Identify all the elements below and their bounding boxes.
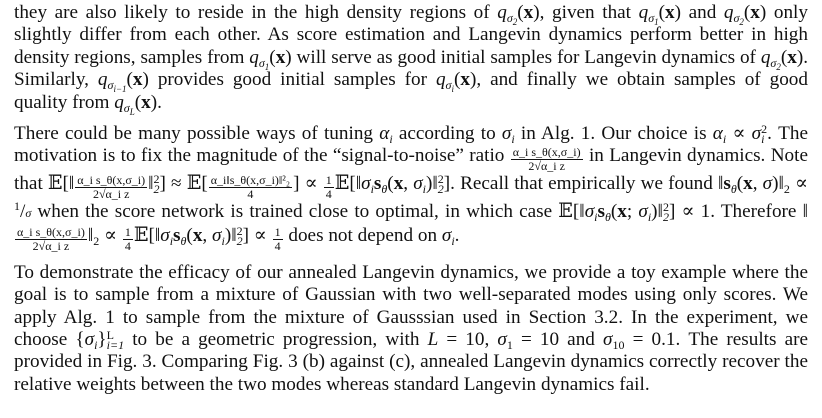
- text-run: (: [186, 224, 193, 246]
- fraction-numerator: α_i‖s_θ(x,σ_i)‖²₂: [210, 173, 291, 188]
- text-run: )‖: [224, 224, 237, 246]
- text-run: ) and: [674, 2, 724, 23]
- text-run: [‖: [148, 224, 161, 246]
- superscript: 2: [437, 172, 444, 187]
- text-run: in Alg. 1. Our choice is: [514, 123, 713, 145]
- subscript: i: [422, 182, 427, 197]
- text-run: (: [134, 91, 142, 113]
- subscript: σ: [648, 11, 655, 25]
- subscript: σ: [123, 100, 130, 115]
- bold-vector: x: [743, 173, 753, 195]
- text-run: [‖: [572, 201, 585, 223]
- text-run: to be a geometric progression, with: [124, 329, 428, 351]
- text-run: )‖: [426, 173, 438, 195]
- subscript: σ: [258, 55, 265, 70]
- bold-vector: x: [275, 46, 286, 68]
- bold-vector: x: [141, 91, 151, 113]
- subscript: i: [647, 210, 652, 225]
- math-symbol: q: [435, 69, 446, 91]
- bold-vector: x: [132, 69, 143, 91]
- subscript: 2: [437, 182, 444, 197]
- text-run: ] ∝ 1. Therefore ‖: [668, 201, 808, 223]
- text-run: There could be many possible ways of tuning: [14, 123, 380, 145]
- inline-fraction: [324, 174, 334, 201]
- subscript: 10: [612, 338, 625, 353]
- math-symbol: σ: [212, 224, 222, 246]
- fraction-numerator: α_i s_θ(x,σ_i): [17, 224, 85, 239]
- text-run: ∝: [789, 173, 809, 195]
- text-run: ,: [752, 173, 763, 195]
- subscript: i: [451, 233, 455, 248]
- text-run: ). Similarly,: [14, 46, 808, 91]
- sub-subscript: 1: [654, 17, 659, 27]
- text-run: To demonstrate the efficacy of our annealed Langevin dynamics, we provide a toy example where the goal is to sample from a mixture of Gaussian with two well-separated modes using only scores. We apply Alg. 1 to sample from the mixture of Gausssian used in Section 3.2. In the experiment, we choose {: [14, 261, 808, 351]
- math-symbol: q: [114, 91, 124, 113]
- text-run: ] ∝: [293, 173, 323, 195]
- math-symbol: σ: [603, 329, 613, 351]
- math-symbol: q: [249, 46, 259, 68]
- text-run: ]. Recall that empirically we found ‖: [443, 173, 724, 195]
- subscript: σ: [733, 11, 740, 25]
- text-run: (: [658, 2, 666, 23]
- subscript: 2: [236, 233, 243, 248]
- subscript: 2: [783, 182, 790, 197]
- text-run: [‖: [62, 173, 75, 195]
- text-run: ‖: [87, 224, 94, 246]
- sub-subscript: 2: [776, 61, 781, 72]
- subscript: i: [221, 233, 225, 248]
- math-symbol: σ: [501, 123, 512, 145]
- math-symbol: σ: [25, 206, 32, 221]
- sub-subscript: 1: [264, 61, 270, 72]
- superscript: 2: [761, 122, 768, 137]
- superscript: L: [106, 328, 114, 343]
- subscript: σ: [506, 11, 513, 25]
- sup-sub-pair: [106, 328, 125, 353]
- text-run: (: [269, 46, 276, 68]
- text-run: )‖: [772, 173, 784, 195]
- expectation-symbol: 𝔼: [47, 173, 63, 195]
- superscript: 1: [14, 199, 20, 214]
- sub-subscript: 2: [739, 17, 744, 27]
- bold-vector: x: [192, 224, 203, 246]
- fraction-denominator: 4: [325, 187, 332, 202]
- fraction-denominator: 2√α_i z: [528, 159, 565, 174]
- text-run: ) provides good initial samples for: [142, 69, 436, 91]
- subscript: 1: [506, 338, 513, 353]
- expectation-symbol: 𝔼: [133, 224, 149, 246]
- expectation-symbol: 𝔼: [334, 173, 350, 195]
- subscript: σ: [770, 55, 777, 70]
- math-symbol: σ: [751, 123, 762, 145]
- bold-vector: x: [460, 69, 470, 91]
- bold-vector: x: [787, 46, 797, 68]
- text-run: ] ∝: [242, 224, 272, 246]
- inline-fraction: [273, 226, 283, 253]
- text-run: (: [610, 201, 618, 223]
- text-run: }: [97, 329, 107, 351]
- subscript: i: [169, 233, 174, 248]
- math-symbol: q: [638, 2, 649, 23]
- text-run: ∝: [99, 224, 122, 246]
- text-run: ] ≈: [159, 173, 187, 195]
- inline-fraction: [209, 174, 292, 201]
- text-run: (: [780, 46, 788, 68]
- fraction-numerator: α_i s_θ(x,σ_i): [77, 173, 146, 188]
- math-symbol: σ: [84, 329, 95, 351]
- text-run: [‖: [349, 173, 362, 195]
- bold-vector: s: [597, 201, 605, 223]
- text-run: ).: [150, 91, 162, 113]
- math-symbol: q: [723, 2, 734, 23]
- text-run: (: [453, 69, 461, 91]
- subscript: 2: [93, 233, 100, 248]
- text-run: ‖: [148, 173, 154, 195]
- math-symbol: σ: [361, 173, 371, 195]
- text-run: ;: [626, 201, 639, 223]
- math-symbol: α: [379, 123, 390, 145]
- subscript: i: [389, 132, 393, 147]
- bold-vector: x: [523, 2, 534, 23]
- text-run: )‖: [651, 201, 663, 223]
- text-run: = 0.1. The results are provided in Fig. 3. Comparing Fig. 3 (b) against (c), annealed Langevin dynamics correctly recover the relative weights between the two modes whereas standard Langevin dynamics fail.: [14, 329, 808, 395]
- sub-subscript: i: [451, 84, 454, 95]
- subscript: i: [370, 182, 374, 197]
- inline-fraction: [123, 226, 133, 253]
- text-run: according to: [392, 123, 502, 145]
- math-symbol: L: [427, 329, 439, 351]
- text-run: = 10 and: [512, 329, 604, 351]
- text-run: ∝: [726, 123, 752, 145]
- text-run: ,: [403, 173, 414, 195]
- math-symbol: q: [97, 69, 108, 91]
- fraction-numerator: 1: [325, 173, 332, 188]
- sub-subscript: L: [129, 106, 135, 117]
- subscript: i: [594, 210, 598, 225]
- bold-vector: s: [723, 173, 731, 195]
- fraction-denominator: 2√α_i z: [92, 187, 130, 202]
- fraction-numerator: 1: [124, 224, 131, 239]
- text-run: = 10,: [438, 329, 498, 351]
- subscript: 2: [662, 210, 669, 225]
- math-symbol: σ: [441, 224, 452, 246]
- text-run: ) only slightly differ from each other. As score estimation and Langevin dynamics perform better in high density regions, samples from: [14, 2, 808, 68]
- subscript: i: [722, 132, 727, 147]
- subscript: σ: [107, 78, 114, 93]
- subscript: i=1: [106, 338, 125, 353]
- fraction-denominator: 4: [247, 187, 254, 202]
- text-run: .: [454, 224, 460, 246]
- text-run: in Langevin dynamics. Note that: [14, 145, 808, 195]
- text-run: when the score network is trained close to optimal, in which case: [31, 201, 559, 223]
- inline-fraction: [511, 146, 583, 173]
- subscript: i: [511, 132, 515, 147]
- subscript: i: [94, 338, 98, 353]
- subscript: θ: [180, 233, 187, 248]
- text-run: ), and finally we obtain samples of good quality from: [14, 69, 808, 113]
- text-run: ) will serve as good initial samples for Langevin dynamics of: [285, 46, 761, 68]
- text-run: (: [517, 2, 524, 23]
- math-symbol: σ: [160, 224, 170, 246]
- fraction-numerator: 1: [274, 224, 281, 239]
- math-symbol: σ: [762, 173, 773, 195]
- subscript: 2: [153, 182, 160, 197]
- paragraph-p2: [14, 123, 808, 253]
- fraction-denominator: 4: [124, 238, 131, 253]
- subscript: σ: [445, 78, 452, 93]
- fraction-denominator: 4: [274, 238, 281, 253]
- text-run: ), given that: [533, 2, 639, 23]
- math-symbol: σ: [497, 329, 507, 351]
- superscript: 2: [153, 172, 160, 187]
- subscript: i: [761, 132, 765, 147]
- text-run: they are also likely to reside in the high density regions of: [14, 2, 498, 23]
- math-symbol: σ: [638, 201, 648, 223]
- text-run: ,: [202, 224, 212, 246]
- superscript: 2: [662, 200, 669, 215]
- inline-fraction: [15, 226, 87, 253]
- paragraph-p1: [14, 2, 808, 117]
- paragraph-p3: [14, 262, 808, 396]
- expectation-symbol: 𝔼: [186, 173, 202, 195]
- inline-fraction: [75, 174, 147, 201]
- bold-vector: x: [750, 2, 760, 23]
- math-symbol: σ: [413, 173, 423, 195]
- sub-subscript: i−1: [113, 84, 127, 95]
- math-symbol: q: [760, 46, 771, 68]
- text-run: does not depend on: [283, 224, 442, 246]
- bold-vector: s: [173, 224, 181, 246]
- superscript: 2: [236, 223, 243, 238]
- text-run: . The motivation is to fix the magnitude of the “signal-to-noise” ratio: [14, 123, 808, 167]
- bold-vector: x: [393, 173, 404, 195]
- bold-vector: x: [665, 2, 675, 23]
- text-run: /: [20, 201, 26, 223]
- subscript: θ: [730, 182, 737, 197]
- subscript: θ: [381, 182, 388, 197]
- text-run: (: [743, 2, 751, 23]
- text-run: [: [201, 173, 208, 195]
- math-symbol: q: [497, 2, 507, 23]
- expectation-symbol: 𝔼: [558, 201, 573, 223]
- math-symbol: α: [712, 123, 723, 145]
- fraction-denominator: 2√α_i z: [32, 238, 70, 253]
- text-run: (: [387, 173, 394, 195]
- math-symbol: σ: [584, 201, 595, 223]
- sub-subscript: 2: [512, 17, 518, 27]
- bold-vector: s: [373, 173, 382, 195]
- subscript: θ: [604, 210, 611, 225]
- bold-vector: x: [617, 201, 627, 223]
- text-run: (: [736, 173, 744, 195]
- text-run: (: [126, 69, 133, 91]
- fraction-numerator: α_i s_θ(x,σ_i): [512, 145, 581, 160]
